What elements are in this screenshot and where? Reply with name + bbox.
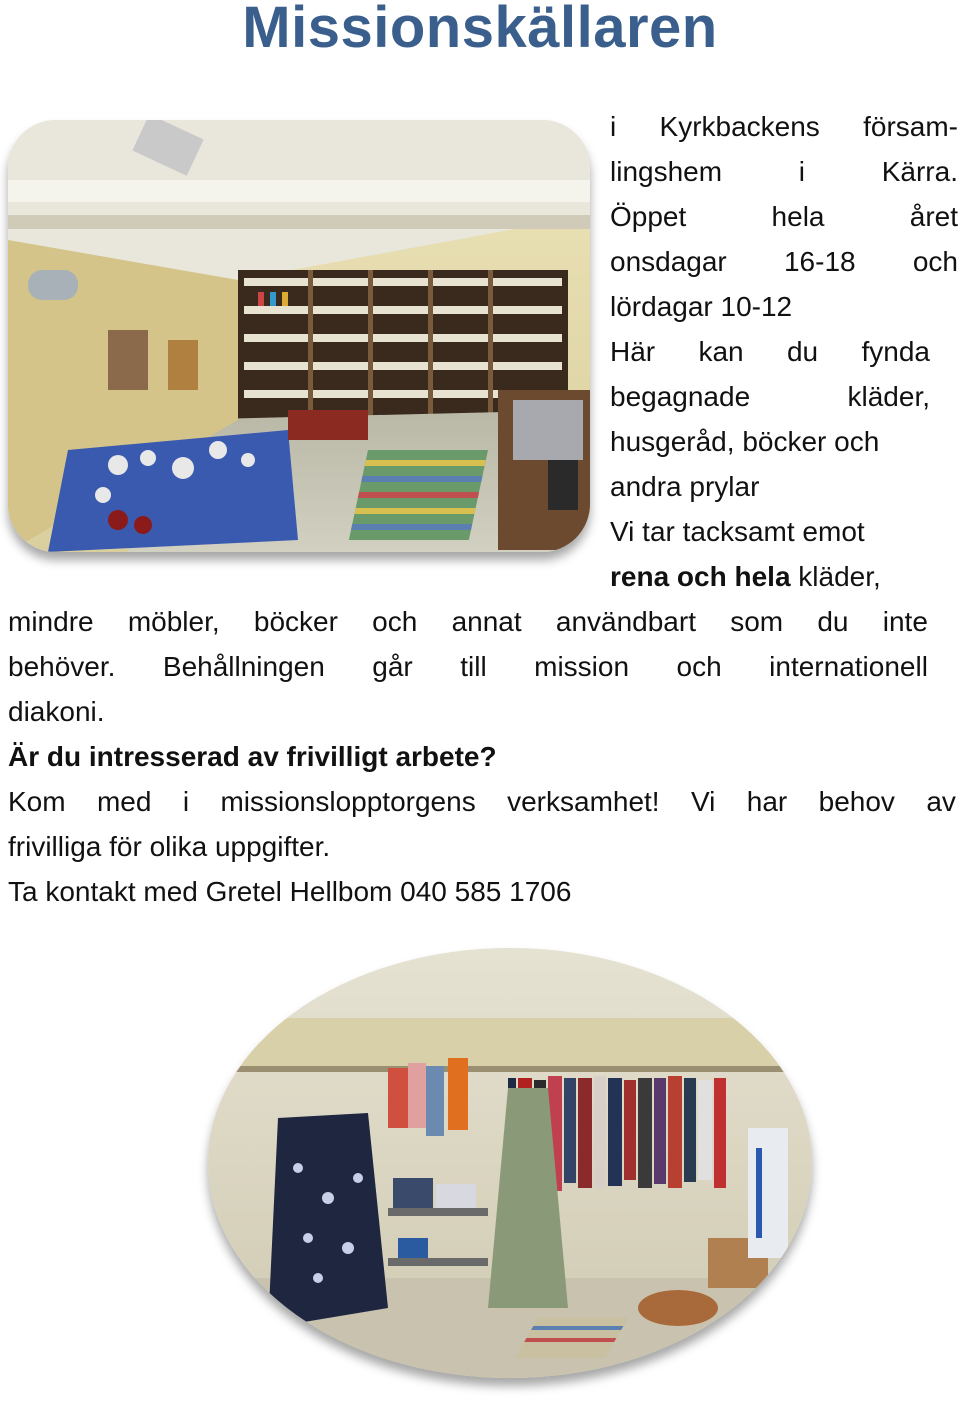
page-title: Missionskällaren <box>242 0 718 60</box>
body-line-16: Kom med i missionslopptorgens verksamhet! Vi har behov av <box>8 786 956 817</box>
intro-line-1: i Kyrkbackens försam- <box>610 111 958 142</box>
intro-line-6: Här kan du fynda <box>610 336 930 367</box>
intro-line-5: lördagar 10-12 <box>610 291 793 322</box>
body-line-14: diakoni. <box>8 696 105 727</box>
volunteer-heading: Är du intresserad av frivilligt arbete? <box>8 741 497 772</box>
clothing-racks-photo <box>208 948 812 1378</box>
intro-line-11: rena och hela kläder, <box>610 561 881 592</box>
intro-line-2: lingshem i Kärra. <box>610 156 958 187</box>
body-line-12: mindre möbler, böcker och annat användbart som du inte <box>8 606 928 637</box>
intro-line-4: onsdagar 16-18 och <box>610 246 958 277</box>
intro-line-8: husgeråd, böcker och <box>610 426 880 457</box>
body-line-17: frivilliga för olika uppgifter. <box>8 831 331 862</box>
intro-line-3: Öppet hela året <box>610 201 958 232</box>
emphasis-text: rena och hela <box>610 561 791 592</box>
shop-interior-photo <box>8 120 590 552</box>
intro-line-10: Vi tar tacksamt emot <box>610 516 865 547</box>
intro-line-7: begagnade kläder, <box>610 381 930 412</box>
intro-line-9: andra prylar <box>610 471 760 502</box>
contact-line: Ta kontakt med Gretel Hellbom 040 585 1706 <box>8 876 572 907</box>
body-line-13: behöver. Behållningen går till mission och internationell <box>8 651 928 682</box>
